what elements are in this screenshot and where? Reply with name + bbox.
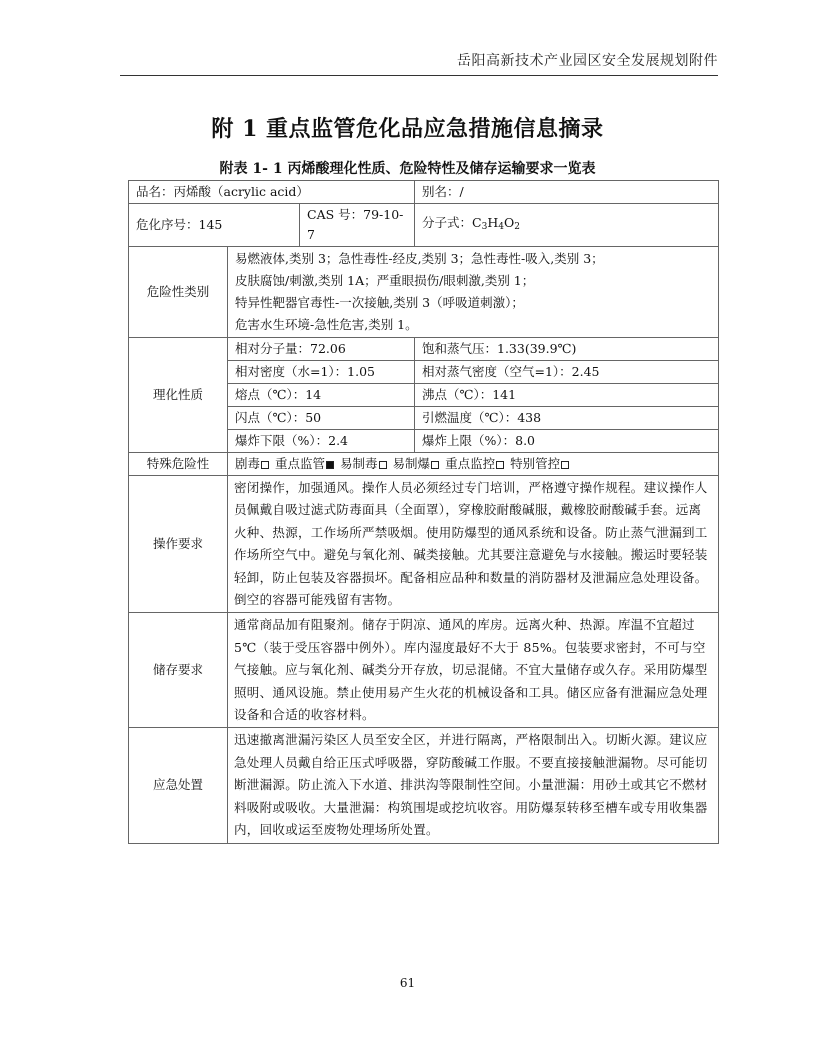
physchem-value: 相对蒸气密度（空气=1）：2.45 (415, 361, 719, 384)
hazard-line: 易燃液体,类别 3；急性毒性-经皮,类别 3；急性毒性-吸入,类别 3； (235, 251, 604, 266)
hazard-category-label: 危险性类别 (129, 247, 228, 338)
physchem-label: 理化性质 (129, 338, 228, 453)
physchem-value: 熔点（℃）：14 (228, 384, 415, 407)
table-row-storage (129, 613, 719, 728)
special-hazard-option: 重点监管 (275, 456, 340, 471)
special-hazard-option: 特别管控 (510, 456, 575, 471)
storage-label: 储存要求 (129, 613, 228, 728)
special-hazard-option: 易制毒 (340, 456, 393, 471)
checkbox-unchecked-icon (261, 461, 269, 469)
table-row-special-hazard (129, 453, 719, 476)
physchem-value: 爆炸下限（%）：2.4 (228, 430, 415, 453)
running-header: 岳阳高新技术产业园区安全发展规划附件 (120, 50, 718, 76)
checkbox-unchecked-icon (561, 461, 569, 469)
checkbox-unchecked-icon (379, 461, 387, 469)
special-hazard-option: 易制爆 (393, 456, 446, 471)
checkbox-unchecked-icon (431, 461, 439, 469)
physchem-value: 爆炸上限（%）：8.0 (415, 430, 719, 453)
formula-label: 分子式： (422, 215, 473, 230)
storage-text: 通常商品加有阻聚剂。储存于阴凉、通风的库房。远离火种、热源。库温不宜超过 5℃（装于受压容器中例外）。库内湿度最好不大于 85%。包装要求密封，不可与空气接触。应与氧化剂、碱类分开存放，切忌混储。不宜大量储存或久存。采用防爆型照明、通风设施。禁止使用易产生火花的机械设备和工具。储区应备有泄漏应急处理设备和合适的收容材料。 (228, 613, 719, 728)
formula-value: $C_3H_4O_2$ (472, 215, 520, 232)
physchem-value: 相对分子量：72.06 (228, 338, 415, 361)
physchem-value: 引燃温度（℃）：438 (415, 407, 719, 430)
chemical-info-table (128, 180, 719, 844)
hazard-category-content (228, 247, 719, 338)
operation-label: 操作要求 (129, 476, 228, 613)
physchem-value: 沸点（℃）：141 (415, 384, 719, 407)
hazard-line: 特异性靶器官毒性-一次接触,类别 3（呼吸道刺激）； (235, 295, 524, 310)
hazard-line: 皮肤腐蚀/刺激,类别 1A；严重眼损伤/眼刺激,类别 1； (235, 273, 535, 288)
formula-cell (415, 204, 719, 247)
physchem-value: 闪点（℃）：50 (228, 407, 415, 430)
table-row-emergency (129, 728, 719, 843)
special-hazard-label: 特殊危险性 (129, 453, 228, 476)
special-hazard-option: 剧毒 (235, 456, 275, 471)
table-caption: 附表 1- 1 丙烯酸理化性质、危险特性及储存运输要求一览表 (219, 161, 596, 177)
operation-text: 密闭操作，加强通风。操作人员必须经过专门培训，严格遵守操作规程。建议操作人员佩戴自吸过滤式防毒面具（全面罩），穿橡胶耐酸碱服，戴橡胶耐酸碱手套。远离火种、热源，工作场所严禁吸烟。使用防爆型的通风系统和设备。防止蒸气泄漏到工作场所空气中。避免与氧化剂、碱类接触。尤其要注意避免与水接触。搬运时要轻装轻卸，防止包装及容器损坏。配备相应品种和数量的消防器材及泄漏应急处理设备。倒空的容器可能残留有害物。 (228, 476, 719, 613)
checkbox-unchecked-icon (496, 461, 504, 469)
physchem-value: 相对密度（水=1）：1.05 (228, 361, 415, 384)
table-row-operation (129, 476, 719, 613)
table-row-name (129, 181, 719, 204)
special-hazard-options (228, 453, 719, 476)
table-row-physchem (129, 338, 719, 361)
page-title: 附 1 重点监管危化品应急措施信息摘录 (211, 116, 604, 142)
product-name-cell: 品名：丙烯酸（acrylic acid） (129, 181, 415, 204)
physchem-value: 饱和蒸气压：1.33(39.9℃) (415, 338, 719, 361)
checkbox-checked-icon (326, 461, 334, 469)
hazard-line: 危害水生环境-急性危害,类别 1。 (235, 317, 418, 332)
cas-cell: CAS 号：79-10-7 (300, 204, 415, 247)
emergency-label: 应急处置 (129, 728, 228, 843)
special-hazard-option: 重点监控 (445, 456, 510, 471)
emergency-text: 迅速撤离泄漏污染区人员至安全区，并进行隔离，严格限制出入。切断火源。建议应急处理人员戴自给正压式呼吸器，穿防酸碱工作服。不要直接接触泄漏物。尽可能切断泄漏源。防止流入下水道、排洪沟等限制性空间。小量泄漏：用砂土或其它不燃材料吸附或吸收。大量泄漏：构筑围堤或挖坑收容。用防爆泵转移至槽车或专用收集器内，回收或运至废物处理场所处置。 (228, 728, 719, 843)
table-row-hazard-category (129, 247, 719, 338)
table-row-ids (129, 204, 719, 247)
alias-cell: 别名：/ (415, 181, 719, 204)
page-number: 61 (399, 976, 416, 990)
hazard-no-cell: 危化序号：145 (129, 204, 300, 247)
